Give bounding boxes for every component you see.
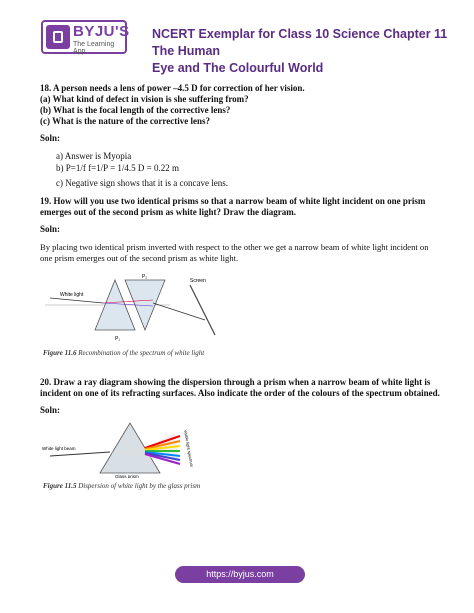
q19-question-line1: 19. How will you use two identical prisms so that a narrow beam of white light incident on one prism	[40, 196, 426, 206]
brand-name: BYJU'S	[73, 23, 130, 40]
page-title	[152, 26, 462, 77]
page-header	[0, 0, 474, 75]
screen-line	[190, 285, 215, 335]
label-white-light: White light	[60, 292, 84, 298]
label-glass-prism: Glass prism	[115, 474, 139, 478]
figure-11-6-caption	[43, 349, 204, 357]
label-p2: P₂	[142, 274, 148, 280]
caption-label: Figure 11.5	[43, 482, 77, 490]
q19-answer-line1: By placing two identical prism inverted with respect to the other we get a narrow beam of white light incident on	[40, 242, 429, 252]
q18-part-c: (c) What is the nature of the corrective lens?	[40, 116, 210, 126]
q18-part-a: (a) What kind of defect in vision is she suffering from?	[40, 94, 249, 104]
label-visible-spectrum: Visible light spectrum	[183, 429, 195, 468]
q20-question-line2: incident on one of its refracting surfaces. Also indicate the order of the colours of the spectrum obtained.	[40, 388, 440, 398]
brand-tagline: The Learning App	[73, 41, 115, 55]
q19-question-line2: emerges out of the second prism as white light? Draw the diagram.	[40, 207, 296, 217]
prism-recombination-figure	[40, 270, 220, 345]
label-p1: P₁	[115, 336, 121, 342]
byjus-logo-icon	[46, 25, 70, 49]
q19-answer-line2: one prism emerges out of the second prism as white light.	[40, 253, 239, 263]
q18-part-b: (b) What is the focal length of the corrective lens?	[40, 105, 231, 115]
q20-soln-label: Soln:	[40, 405, 61, 415]
byjus-logo[interactable]	[41, 20, 130, 55]
page-title-line2: Eye and The Colourful World	[152, 61, 324, 75]
q18-question: 18. A person needs a lens of power –4.5 D for correction of her vision.	[40, 83, 305, 93]
q18-answer-a: a) Answer is Myopia	[56, 151, 132, 161]
prism-dispersion-figure	[40, 418, 200, 478]
caption-text: Recombination of the spectrum of white light	[76, 349, 205, 357]
q18-answer-b: b) P=1/f f=1/P = 1/4.5 D = 0.22 m	[56, 163, 179, 173]
q20-question-line1: 20. Draw a ray diagram showing the dispersion through a prism when a narrow beam of white light is	[40, 377, 431, 387]
label-screen: Screen	[190, 278, 206, 284]
emergent-ray	[153, 303, 205, 320]
label-white-light-beam: White light beam	[42, 446, 76, 451]
footer-url-link[interactable]: https://byjus.com	[175, 566, 305, 583]
q18-answer-c: c) Negative sign shows that it is a concave lens.	[56, 178, 228, 188]
incident-ray	[50, 298, 103, 303]
caption-text: Dispersion of white light by the glass prism	[76, 482, 201, 490]
white-light-beam-ray	[50, 452, 110, 456]
q18-soln-label: Soln:	[40, 133, 61, 143]
page-title-line1: NCERT Exemplar for Class 10 Science Chapter 11 The Human	[152, 27, 448, 58]
figure-11-5-caption	[43, 482, 200, 490]
q19-soln-label: Soln:	[40, 224, 61, 234]
caption-label: Figure 11.6	[43, 349, 77, 357]
